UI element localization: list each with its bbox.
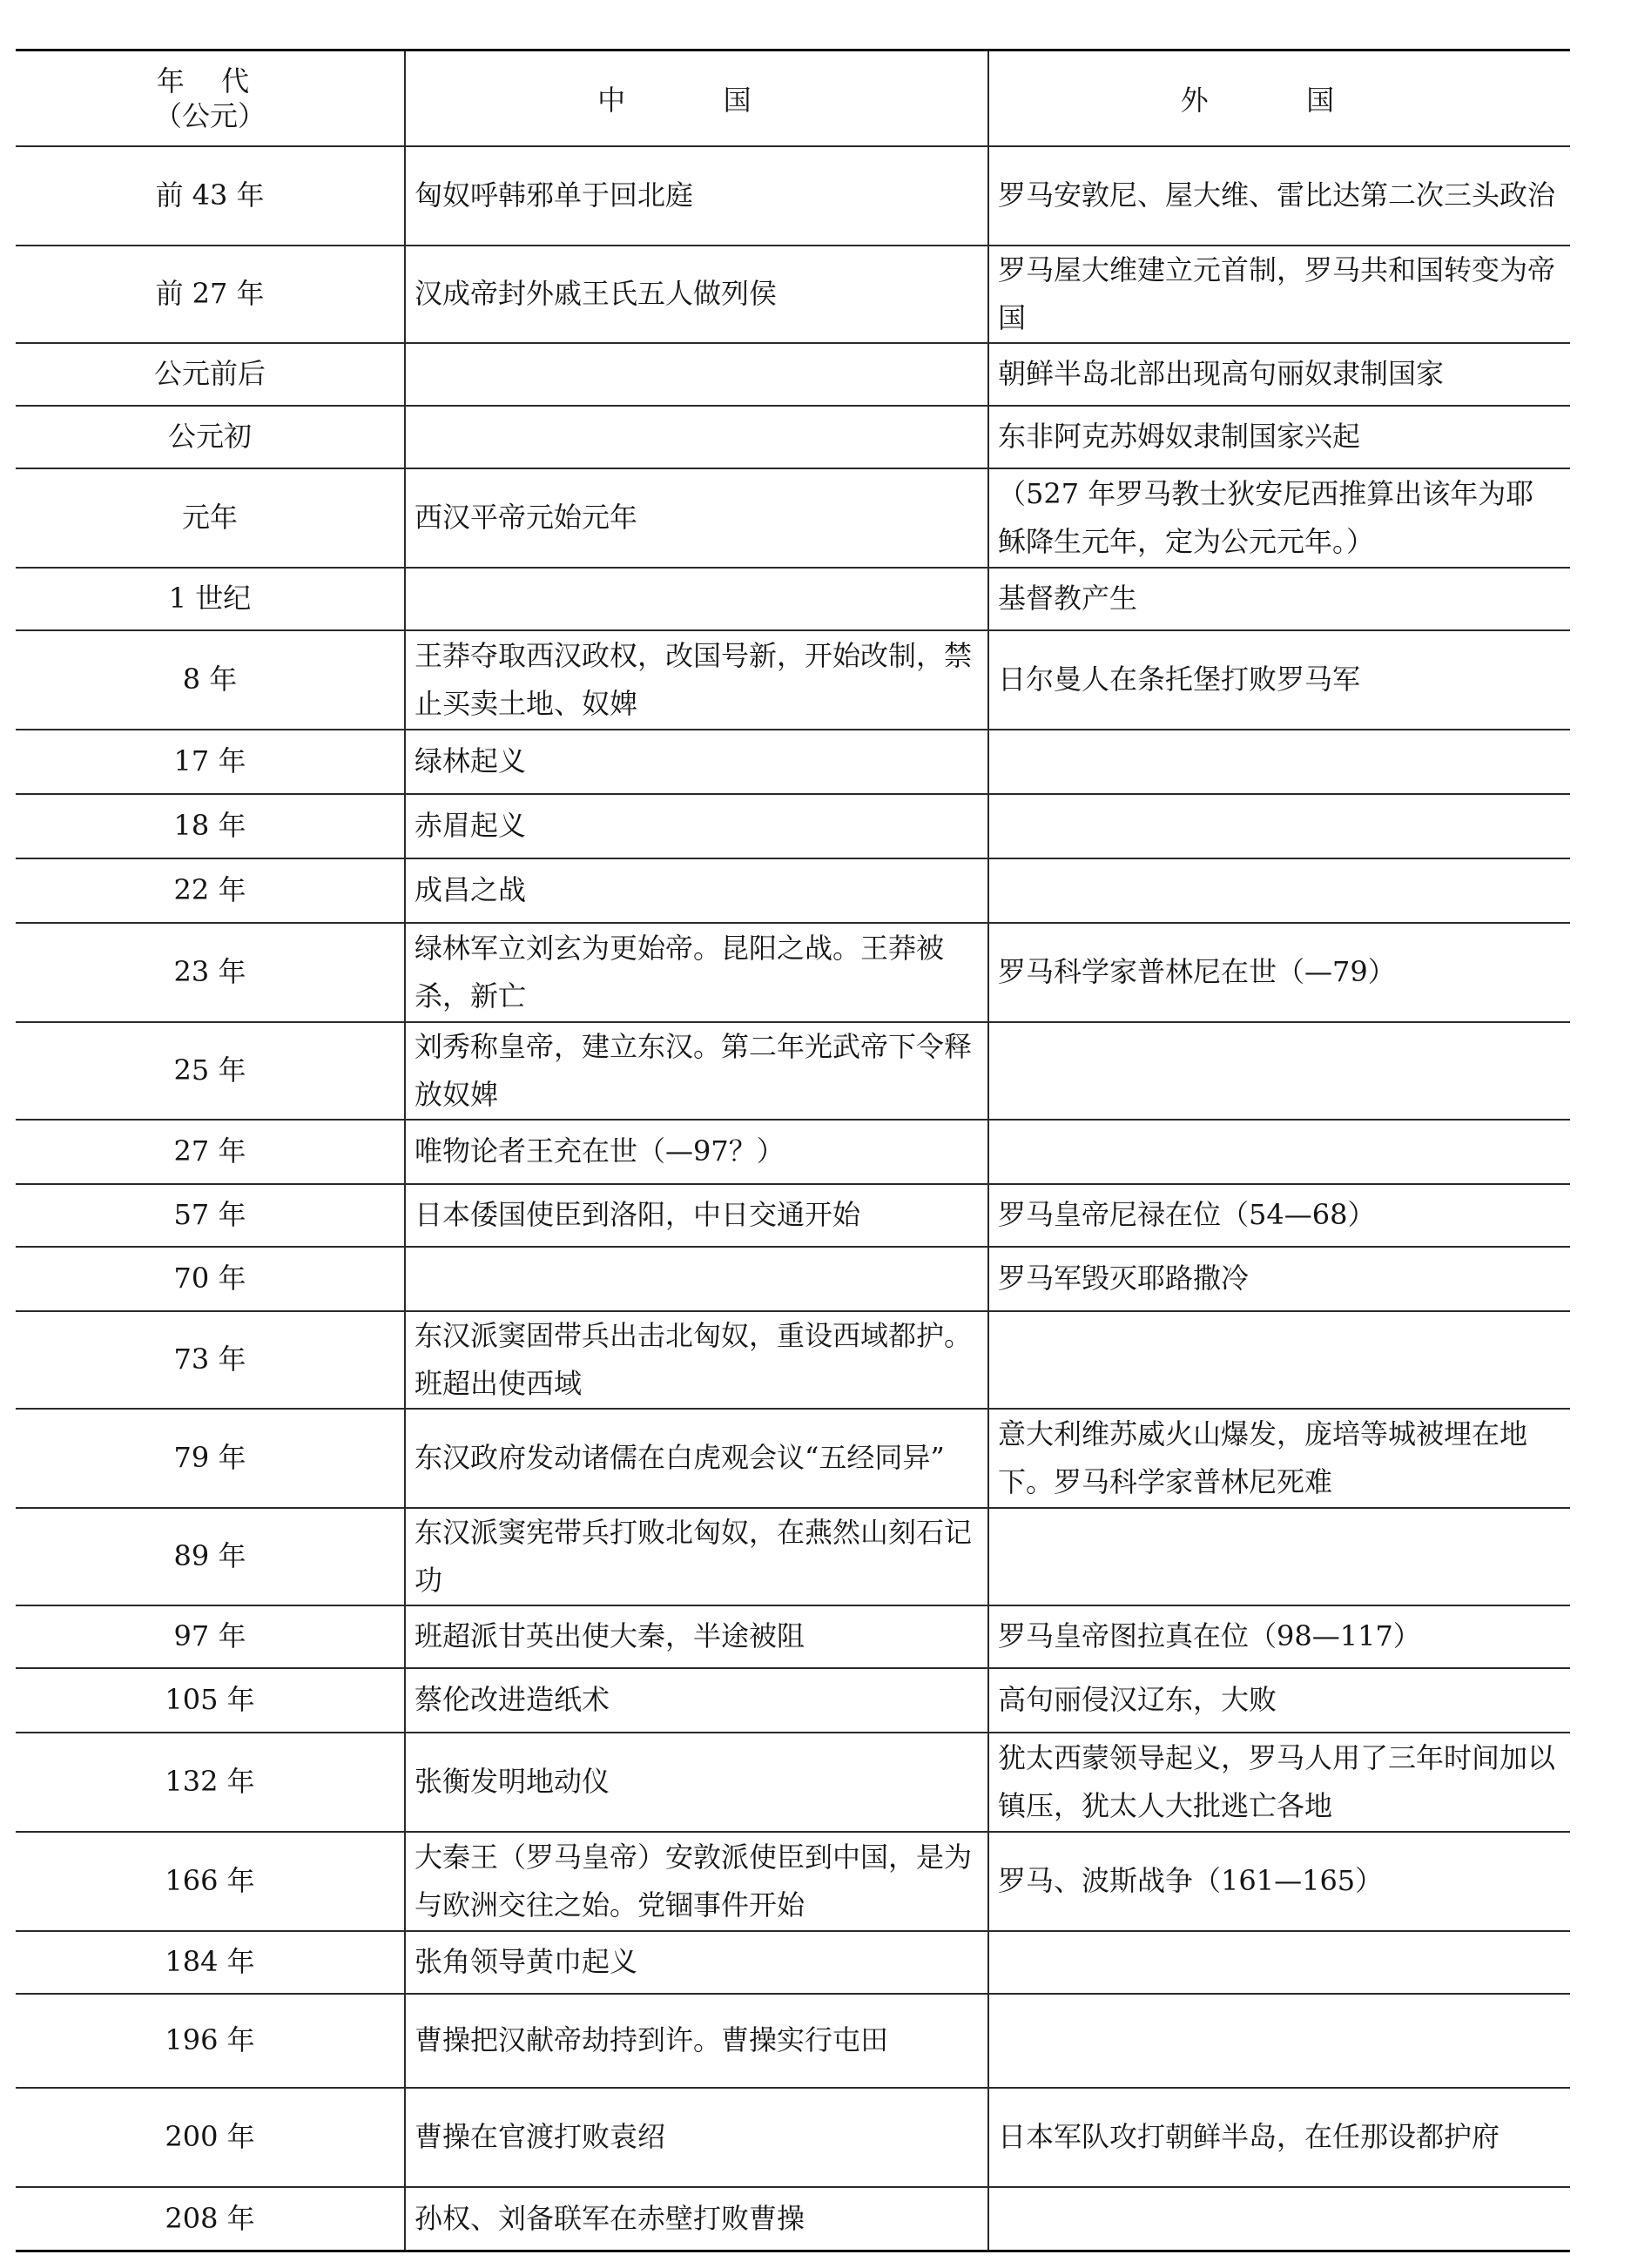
table-row	[16, 406, 1570, 468]
china-cell: 赤眉起义	[405, 794, 988, 858]
foreign-cell: 朝鲜半岛北部出现高句丽奴隶制国家	[988, 343, 1570, 406]
year-cell: 89 年	[16, 1508, 405, 1605]
foreign-cell: 罗马皇帝图拉真在位（98—117）	[988, 1605, 1570, 1668]
table-row	[16, 630, 1570, 730]
china-cell: 成昌之战	[405, 858, 988, 923]
header-row	[16, 50, 1570, 146]
china-cell: 汉成帝封外戚王氏五人做列侯	[405, 246, 988, 343]
table-row	[16, 730, 1570, 794]
foreign-cell: 罗马安敦尼、屋大维、雷比达第二次三头政治	[988, 146, 1570, 246]
table-row	[16, 1931, 1570, 1994]
china-cell	[405, 1247, 988, 1311]
table-row	[16, 2187, 1570, 2251]
china-cell: 曹操把汉献帝劫持到许。曹操实行屯田	[405, 1994, 988, 2088]
foreign-cell: 罗马屋大维建立元首制，罗马共和国转变为帝国	[988, 246, 1570, 343]
year-cell: 166 年	[16, 1832, 405, 1931]
header-foreign-label: 外 国	[1180, 83, 1379, 117]
china-cell	[405, 568, 988, 630]
china-cell: 绿林起义	[405, 730, 988, 794]
table-row	[16, 794, 1570, 858]
year-cell: 公元前后	[16, 343, 405, 406]
china-cell: 大秦王（罗马皇帝）安敦派使臣到中国，是为与欧洲交往之始。党锢事件开始	[405, 1832, 988, 1931]
foreign-cell: 高句丽侵汉辽东，大败	[988, 1668, 1570, 1733]
year-cell: 1 世纪	[16, 568, 405, 630]
china-cell: 曹操在官渡打败袁绍	[405, 2088, 988, 2187]
header-china	[405, 50, 988, 146]
foreign-cell	[988, 730, 1570, 794]
year-cell: 184 年	[16, 1931, 405, 1994]
foreign-cell	[988, 1931, 1570, 1994]
china-cell: 王莽夺取西汉政权，改国号新，开始改制，禁止买卖土地、奴婢	[405, 630, 988, 730]
table-row	[16, 246, 1570, 343]
foreign-cell: （527 年罗马教士狄安尼西推算出该年为耶稣降生元年，定为公元元年。）	[988, 468, 1570, 568]
foreign-cell: 罗马军毁灭耶路撒冷	[988, 1247, 1570, 1311]
table-row	[16, 1409, 1570, 1508]
year-cell: 79 年	[16, 1409, 405, 1508]
foreign-cell	[988, 1994, 1570, 2088]
year-cell: 17 年	[16, 730, 405, 794]
table-row	[16, 923, 1570, 1022]
header-year-sub: （公元）	[153, 98, 266, 132]
year-cell: 200 年	[16, 2088, 405, 2187]
china-cell: 东汉派窦宪带兵打败北匈奴，在燕然山刻石记功	[405, 1508, 988, 1605]
foreign-cell: 犹太西蒙领导起义，罗马人用了三年时间加以镇压，犹太人大批逃亡各地	[988, 1733, 1570, 1832]
foreign-cell: 意大利维苏威火山爆发，庞培等城被埋在地下。罗马科学家普林尼死难	[988, 1409, 1570, 1508]
year-cell: 18 年	[16, 794, 405, 858]
foreign-cell: 罗马皇帝尼禄在位（54—68）	[988, 1184, 1570, 1247]
china-cell	[405, 406, 988, 468]
foreign-cell	[988, 794, 1570, 858]
table-row	[16, 568, 1570, 630]
foreign-cell	[988, 1508, 1570, 1605]
table-row	[16, 2088, 1570, 2187]
china-cell: 日本倭国使臣到洛阳，中日交通开始	[405, 1184, 988, 1247]
china-cell	[405, 343, 988, 406]
year-cell: 132 年	[16, 1733, 405, 1832]
foreign-cell: 基督教产生	[988, 568, 1570, 630]
china-cell: 唯物论者王充在世（—97？）	[405, 1120, 988, 1184]
china-cell: 蔡伦改进造纸术	[405, 1668, 988, 1733]
year-cell: 73 年	[16, 1311, 405, 1409]
foreign-cell: 日尔曼人在条托堡打败罗马军	[988, 630, 1570, 730]
table-row	[16, 1508, 1570, 1605]
china-cell: 绿林军立刘玄为更始帝。昆阳之战。王莽被杀，新亡	[405, 923, 988, 1022]
header-china-label: 中 国	[597, 83, 796, 117]
china-cell: 西汉平帝元始元年	[405, 468, 988, 568]
table-row	[16, 858, 1570, 923]
foreign-cell	[988, 1022, 1570, 1120]
china-cell: 班超派甘英出使大秦，半途被阻	[405, 1605, 988, 1668]
table-row	[16, 1120, 1570, 1184]
year-cell: 25 年	[16, 1022, 405, 1120]
table-row	[16, 468, 1570, 568]
foreign-cell	[988, 2187, 1570, 2251]
table-row	[16, 1668, 1570, 1733]
foreign-cell: 罗马、波斯战争（161—165）	[988, 1832, 1570, 1931]
year-cell: 97 年	[16, 1605, 405, 1668]
table-row	[16, 1022, 1570, 1120]
table-row	[16, 1832, 1570, 1931]
china-cell: 孙权、刘备联军在赤壁打败曹操	[405, 2187, 988, 2251]
foreign-cell	[988, 1120, 1570, 1184]
header-year-label: 年 代	[156, 64, 264, 98]
foreign-cell: 日本军队攻打朝鲜半岛，在任那设都护府	[988, 2088, 1570, 2187]
year-cell: 公元初	[16, 406, 405, 468]
chronology-table	[16, 49, 1570, 2252]
table-row	[16, 1994, 1570, 2088]
china-cell: 张衡发明地动仪	[405, 1733, 988, 1832]
table-row	[16, 343, 1570, 406]
foreign-cell: 东非阿克苏姆奴隶制国家兴起	[988, 406, 1570, 468]
foreign-cell: 罗马科学家普林尼在世（—79）	[988, 923, 1570, 1022]
china-cell: 匈奴呼韩邪单于回北庭	[405, 146, 988, 246]
table-row	[16, 1184, 1570, 1247]
header-year	[16, 50, 405, 146]
year-cell: 196 年	[16, 1994, 405, 2088]
china-cell: 东汉政府发动诸儒在白虎观会议“五经同异”	[405, 1409, 988, 1508]
year-cell: 70 年	[16, 1247, 405, 1311]
table-row	[16, 1733, 1570, 1832]
china-cell: 张角领导黄巾起义	[405, 1931, 988, 1994]
year-cell: 57 年	[16, 1184, 405, 1247]
year-cell: 208 年	[16, 2187, 405, 2251]
foreign-cell	[988, 1311, 1570, 1409]
table-row	[16, 1605, 1570, 1668]
china-cell: 东汉派窦固带兵出击北匈奴，重设西域都护。班超出使西域	[405, 1311, 988, 1409]
table-row	[16, 1311, 1570, 1409]
year-cell: 105 年	[16, 1668, 405, 1733]
header-foreign	[988, 50, 1570, 146]
foreign-cell	[988, 858, 1570, 923]
year-cell: 22 年	[16, 858, 405, 923]
year-cell: 27 年	[16, 1120, 405, 1184]
year-cell: 元年	[16, 468, 405, 568]
table-row	[16, 146, 1570, 246]
year-cell: 23 年	[16, 923, 405, 1022]
year-cell: 前 43 年	[16, 146, 405, 246]
china-cell: 刘秀称皇帝，建立东汉。第二年光武帝下令释放奴婢	[405, 1022, 988, 1120]
year-cell: 前 27 年	[16, 246, 405, 343]
year-cell: 8 年	[16, 630, 405, 730]
table-row	[16, 1247, 1570, 1311]
